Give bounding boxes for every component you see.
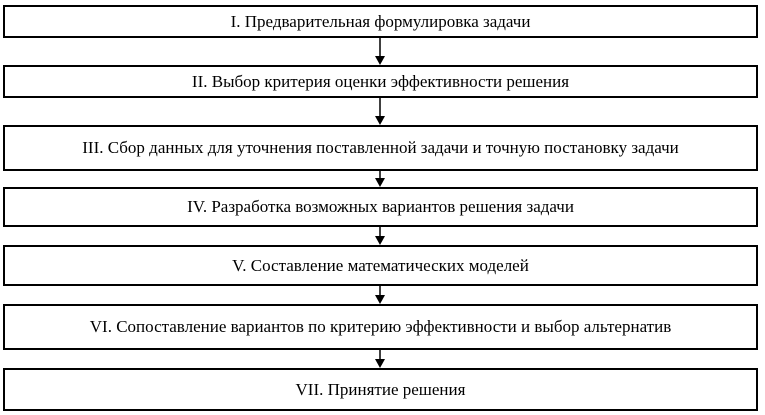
step-3-label: III. Сбор данных для уточнения поставленной задачи и точную постановку задачи <box>82 138 679 157</box>
step-2-label: II. Выбор критерия оценки эффективности решения <box>191 71 570 91</box>
arrow-down-6 <box>373 350 387 368</box>
step-5-box <box>3 245 758 286</box>
step-3-box <box>3 125 758 171</box>
step-1-label: I. Предварительная формулировка задачи <box>230 11 531 31</box>
step-5-label: V. Составление математических моделей <box>232 255 529 275</box>
arrow-down-4 <box>373 227 387 245</box>
step-4-label: IV. Разработка возможных вариантов решения задачи <box>187 197 574 216</box>
step-7-box <box>3 368 758 411</box>
arrow-down-5 <box>373 286 387 304</box>
arrow-down-2 <box>373 98 387 125</box>
step-6-label: VI. Сопоставление вариантов по критерию эффективности и выбор альтернатив <box>89 317 672 336</box>
step-1-box <box>3 5 758 38</box>
step-7-label: VII. Принятие решения <box>295 379 466 399</box>
step-6-box <box>3 304 758 350</box>
step-2-box <box>3 65 758 98</box>
step-4-box <box>3 187 758 227</box>
arrow-down-3 <box>373 171 387 187</box>
arrow-down-1 <box>373 38 387 65</box>
